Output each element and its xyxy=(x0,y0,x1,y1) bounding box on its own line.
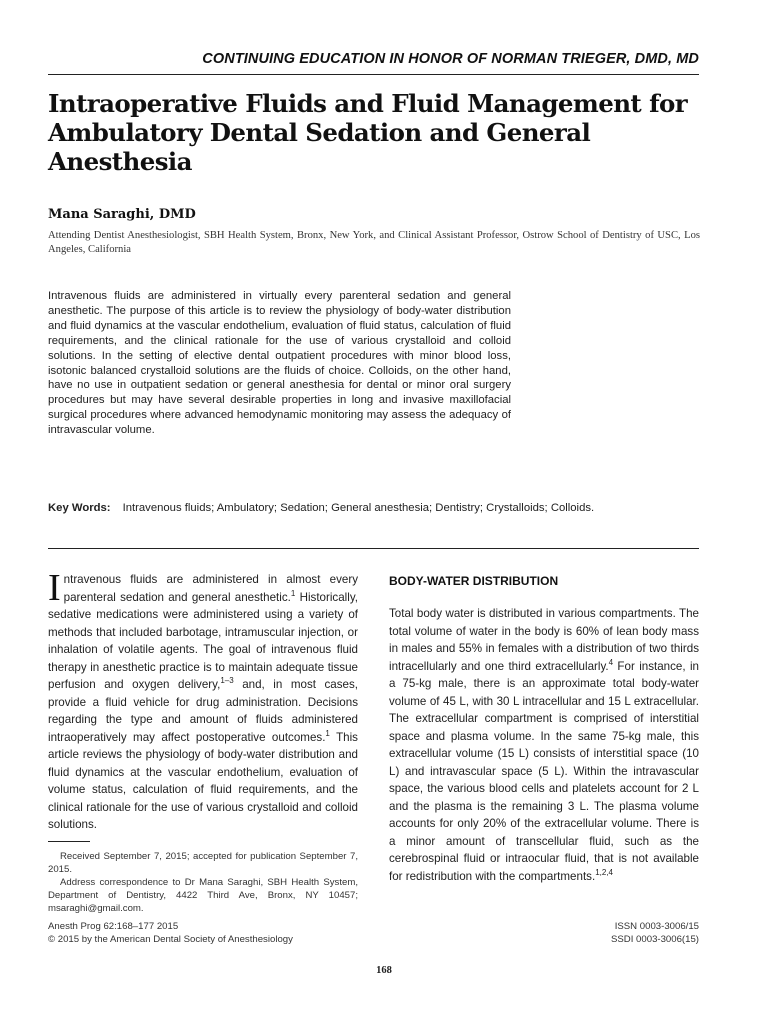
correspondence-note: Address correspondence to Dr Mana Saraghi, SBH Health System, Department of Dentistry, 4422 Third Ave, Bronx, NY 10457; msaraghi@gmail.com. xyxy=(48,877,358,914)
footnote-rule xyxy=(48,841,90,842)
keywords-list: Intravenous fluids; Ambulatory; Sedation; General anesthesia; Dentistry; Crystalloids; Colloids. xyxy=(122,502,595,514)
section-heading: BODY-WATER DISTRIBUTION xyxy=(389,574,559,588)
journal-identifiers xyxy=(611,920,699,946)
keywords-rule xyxy=(48,548,699,549)
citation-line: Anesth Prog 62:168–177 2015 xyxy=(48,921,179,932)
keywords-label: Key Words: xyxy=(48,502,111,514)
citation-ref: 1 xyxy=(290,588,296,598)
section-text-2: For instance, in a 75-kg male, there is an approximate total body-water volume of 45 L, with 30 L intracellular and 15 L extracellular. The extracellular compartment is comprised of interstitial space and plasma volume. In the same 75-kg male, this extracellular volume (15 L) consists of interstitial space (10 L) and intravascular space (5 L). Within the intravascular space, the various blood cells and platelets account for 2 L and the plasma is the remaining 3 L. The plasma volume accounts for only 20% of the extracellular volume. There is a minor amount of transcellular fluid, such as the cerebrospinal fluid or intraocular fluid, that is not available for redistribution with the compartments. xyxy=(389,659,699,883)
drop-cap: I xyxy=(48,567,61,609)
citation-ref: 1 xyxy=(325,728,330,738)
journal-citation xyxy=(48,920,293,946)
citation-ref: 4 xyxy=(608,657,614,667)
section-paragraph xyxy=(389,605,699,885)
citation-ref: 1,2,4 xyxy=(595,867,613,877)
intro-text-2: Historically, sedative medications were administered using a variety of methods that included barbotage, intramuscular injection, or inhalation of volatile agents. The goal of intravenous fluid therapy in anesthetic practice is to maintain adequate tissue perfusion and oxygen delivery, xyxy=(48,590,358,691)
citation-ref: 1–3 xyxy=(220,676,234,686)
keywords xyxy=(48,502,708,514)
header-rule xyxy=(48,74,699,75)
intro-text-3: and, in most cases, provide a fluid vehicle for drug administration. Decisions regarding the type and amount of fluids administered intraoperatively may affect postoperative outcomes. xyxy=(48,678,358,744)
issn-line: ISSN 0003-3006/15 xyxy=(614,921,699,932)
article-title: Intraoperative Fluids and Fluid Management for Ambulatory Dental Sedation and General Anesthesia xyxy=(48,89,688,176)
footnotes xyxy=(48,850,358,915)
intro-paragraph xyxy=(48,567,358,834)
copyright-line: © 2015 by the American Dental Society of Anesthesiology xyxy=(48,934,293,945)
intro-text-4: This article reviews the physiology of body-water distribution and fluid dynamics at the vascular endothelium, evaluation of volume status, calculation of fluid requirements, and the clinical rationale for the use of various crystalloid and colloid solutions. xyxy=(48,730,358,831)
author-affiliation: Attending Dentist Anesthesiologist, SBH Health System, Bronx, New York, and Clinical Assistant Professor, Ostrow School of Dentistry of USC, Los Angeles, California xyxy=(48,230,700,255)
author-name: Mana Saraghi, DMD xyxy=(48,207,196,222)
series-header: CONTINUING EDUCATION IN HONOR OF NORMAN TRIEGER, DMD, MD xyxy=(202,51,699,67)
received-note: Received September 7, 2015; accepted for publication September 7, 2015. xyxy=(48,851,358,875)
page-number: 168 xyxy=(376,965,392,976)
abstract: Intravenous fluids are administered in virtually every parenteral sedation and general anesthetic. The purpose of this article is to review the physiology of body-water distribution and fluid dynamics at the vascular endothelium, evaluation of fluid status, calculation of fluid requirements, and the clinical rationale for the use of various crystalloid and colloid solutions. In the setting of elective dental outpatient procedures with minor blood loss, isotonic balanced crystalloid solutions are the fluids of choice. Colloids, on the other hand, have no use in outpatient sedation or general anesthesia for dental or minor oral surgery procedures but may have several desirable properties in long and invasive maxillofacial surgical procedures where advanced hemodynamic monitoring may assess the adequacy of intravascular volume. xyxy=(48,290,511,437)
section-text-1: Total body water is distributed in various compartments. The total volume of water in the body is 60% of lean body mass in males and 55% in females with a distribution of two thirds intracellularly and one third extracellularly. xyxy=(389,607,699,673)
ssdi-line: SSDI 0003-3006(15) xyxy=(611,934,699,945)
intro-text-1: ntravenous fluids are administered in almost every parenteral sedation and general anesthetic. xyxy=(63,573,358,604)
